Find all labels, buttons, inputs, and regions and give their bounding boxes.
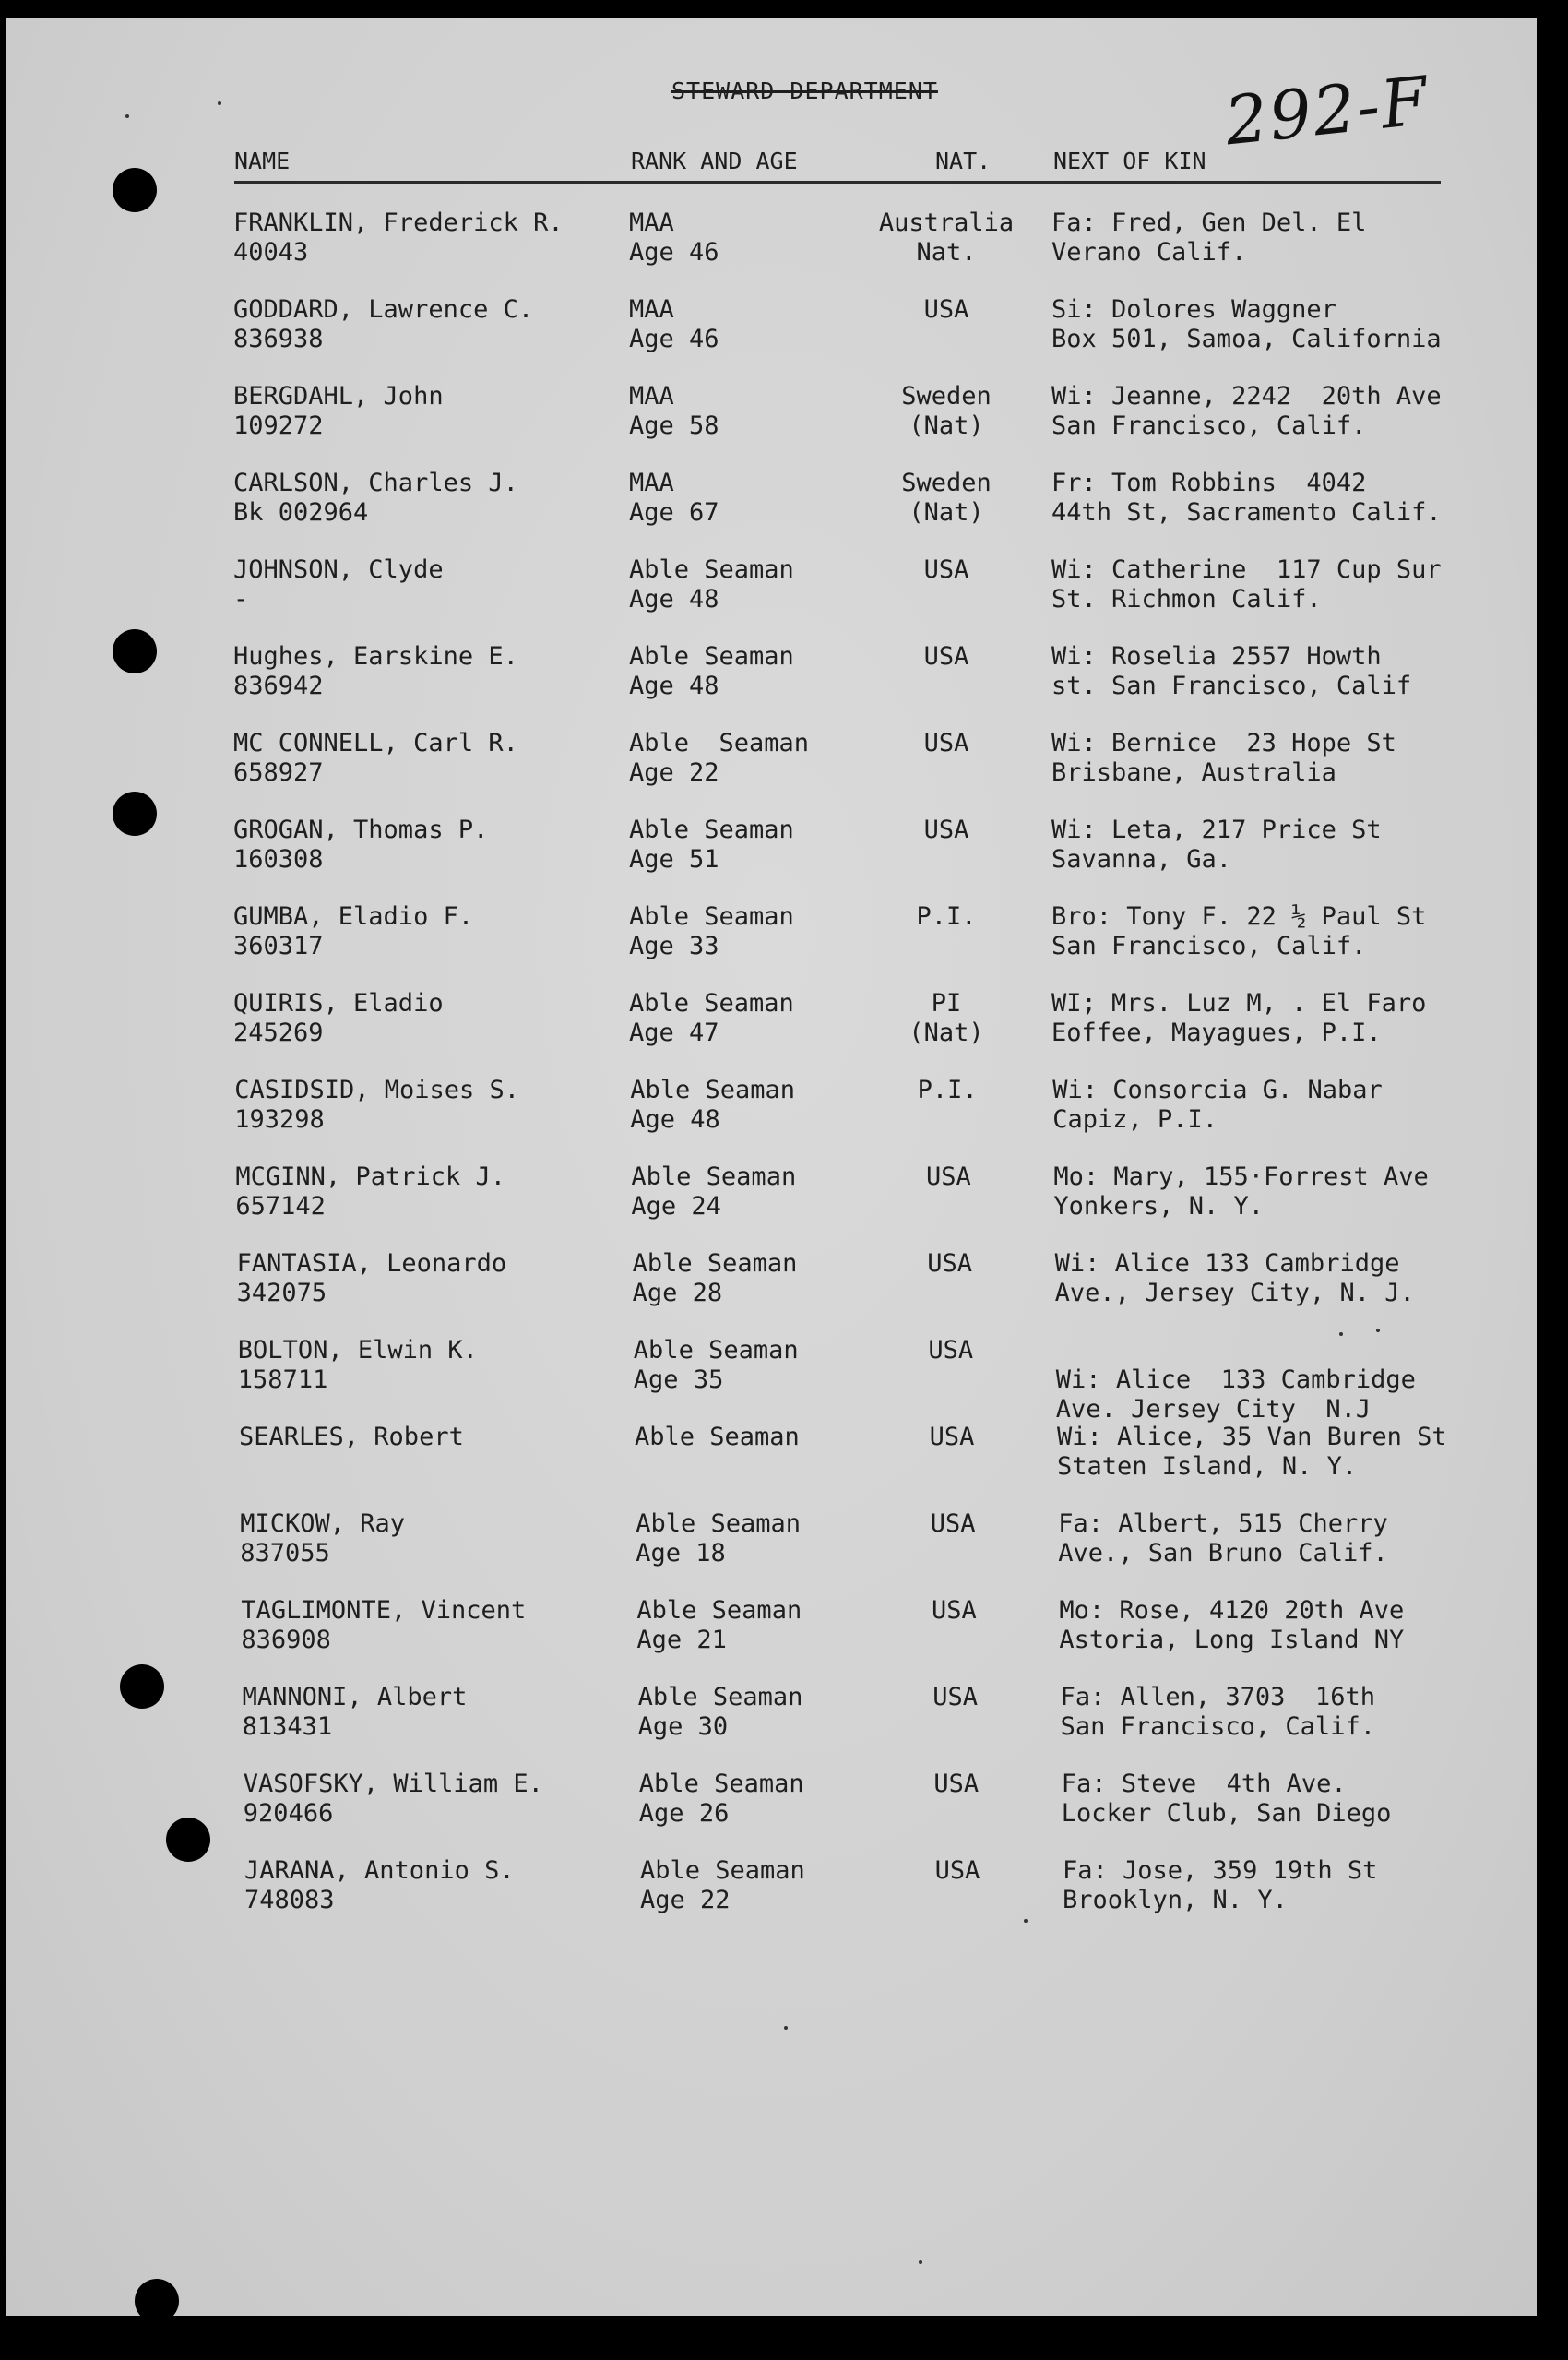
crew-next-of-kin-line: Fa: Albert, 515 Cherry [1058, 1509, 1388, 1538]
punch-hole [135, 2279, 179, 2323]
crew-nationality-line [854, 672, 1039, 701]
crew-rank-age-line: Age 67 [629, 498, 719, 527]
crew-name-line: 658927 [233, 758, 324, 787]
crew-next-of-kin-line: Savanna, Ga. [1051, 845, 1232, 874]
column-header-nat: NAT. [935, 148, 992, 174]
crew-nationality-line: USA [932, 1596, 977, 1625]
crew-next-of-kin-line: st. San Francisco, Calif [1051, 672, 1412, 700]
crew-name-line: 920466 [243, 1799, 334, 1828]
crew-next-of-kin-line: St. Richmon Calif. [1051, 585, 1322, 614]
crew-nationality [860, 1423, 1044, 1482]
crew-next-of-kin [1058, 1509, 1388, 1568]
punch-hole [113, 168, 157, 212]
crew-name-line: MCGINN, Patrick J. [235, 1162, 505, 1191]
crew-row [6, 555, 1537, 640]
crew-rank-age-line: Able Seaman [638, 1770, 804, 1798]
crew-nationality-line: Australia [878, 209, 1015, 237]
crew-name [244, 1770, 543, 1829]
crew-row [6, 469, 1537, 554]
crew-nationality [854, 642, 1039, 701]
crew-nationality-line [859, 1365, 1043, 1395]
crew-nationality-line: USA [926, 1162, 971, 1191]
crew-rank-age-line: Age 18 [636, 1539, 726, 1567]
crew-next-of-kin-line: Fa: Steve 4th Ave. [1061, 1770, 1347, 1798]
crew-rank-age-line: Able Seaman [629, 642, 794, 671]
crew-rank-age-line: Age 48 [629, 585, 719, 614]
crew-name-line: MANNONI, Albert [242, 1683, 468, 1711]
crew-next-of-kin [1062, 1770, 1392, 1829]
crew-name-line: 342075 [236, 1279, 327, 1307]
crew-rank-age [634, 1336, 799, 1395]
speck-mark [784, 2026, 788, 2030]
crew-next-of-kin-line: Verano Calif. [1051, 238, 1247, 267]
crew-nationality-line [855, 1105, 1039, 1135]
crew-name [233, 902, 473, 961]
crew-name-line: 158711 [237, 1365, 328, 1394]
department-title: STEWARD DEPARTMENT [671, 77, 938, 104]
crew-name-line: GROGAN, Thomas P. [233, 816, 489, 844]
column-header-row [234, 148, 1439, 185]
crew-rank-age-line: Able Seaman [633, 1336, 799, 1365]
crew-next-of-kin-line: Fr: Tom Robbins 4042 [1051, 469, 1367, 497]
crew-next-of-kin-line: Fa: Fred, Gen Del. El [1051, 209, 1367, 237]
crew-row [6, 1509, 1537, 1594]
crew-rank-age [639, 1770, 804, 1829]
crew-next-of-kin-line: San Francisco, Calif. [1051, 411, 1367, 440]
crew-rank-age [638, 1683, 803, 1742]
crew-next-of-kin-line: Brooklyn, N. Y. [1063, 1886, 1288, 1914]
crew-row [6, 382, 1537, 467]
crew-rank-age-line: Age 48 [629, 672, 719, 700]
crew-row [6, 729, 1537, 814]
crew-next-of-kin-line: Wi: Leta, 217 Price St [1051, 816, 1382, 844]
crew-next-of-kin [1051, 469, 1442, 528]
speck-mark [218, 101, 221, 105]
crew-rank-age [629, 642, 794, 701]
crew-row [6, 1423, 1537, 1508]
crew-next-of-kin [1053, 1162, 1428, 1222]
crew-row [6, 209, 1537, 293]
crew-next-of-kin-line: WI; Mrs. Luz M, . El Faro [1051, 989, 1427, 1018]
header-rule [234, 181, 1441, 184]
crew-name-line: JARANA, Antonio S. [244, 1856, 515, 1885]
crew-name-line: 245269 [233, 1019, 324, 1047]
crew-next-of-kin-line: Mo: Rose, 4120 20th Ave [1059, 1596, 1405, 1625]
crew-name-line: JOHNSON, Clyde [233, 555, 444, 584]
crew-next-of-kin [1061, 1683, 1375, 1742]
crew-row [6, 1249, 1537, 1334]
crew-next-of-kin-line: Wi: Jeanne, 2242 20th Ave [1051, 382, 1442, 411]
crew-rank-age [629, 989, 794, 1048]
crew-rank-age-line: Age 47 [629, 1019, 719, 1047]
crew-name-line: 837055 [240, 1539, 330, 1567]
crew-nationality-line: USA [933, 1770, 980, 1798]
crew-rank-age-line: Able Seaman [637, 1683, 803, 1711]
page-number: 292-F [1221, 61, 1433, 161]
crew-nationality-line [864, 1799, 1049, 1829]
crew-next-of-kin [1051, 209, 1366, 268]
crew-next-of-kin-line: Eoffee, Mayagues, P.I. [1051, 1019, 1382, 1047]
crew-nationality-line [861, 1539, 1045, 1568]
crew-nationality-line: USA [923, 642, 969, 671]
crew-row [6, 1336, 1537, 1424]
crew-next-of-kin-line: Locker Club, San Diego [1061, 1799, 1392, 1828]
crew-name-line: CARLSON, Charles J. [233, 469, 518, 497]
crew-next-of-kin-line: Ave. Jersey City N.J [1055, 1395, 1372, 1424]
crew-next-of-kin [1059, 1596, 1404, 1655]
crew-nationality-line: USA [923, 295, 969, 324]
crew-next-of-kin-line: Wi: Bernice 23 Hope St [1051, 729, 1396, 757]
crew-rank-age [629, 555, 794, 614]
crew-next-of-kin-line: Ave., San Bruno Calif. [1058, 1539, 1388, 1567]
crew-next-of-kin [1055, 1249, 1415, 1308]
crew-row [6, 642, 1537, 727]
crew-rank-age-line: MAA [629, 469, 674, 497]
crew-nationality-line [858, 1279, 1042, 1308]
crew-name-line: GODDARD, Lawrence C. [233, 295, 534, 324]
crew-rank-age-line: Age 22 [629, 758, 719, 787]
crew-rank-age-line: Able Seaman [629, 555, 794, 584]
crew-name [239, 1423, 464, 1482]
crew-nationality-line: Sweden [901, 469, 992, 497]
crew-rank-age-line: MAA [629, 382, 674, 411]
crew-rank-age-line: Able Seaman [629, 902, 794, 931]
crew-name-line: SEARLES, Robert [239, 1423, 464, 1451]
crew-name-line: MICKOW, Ray [240, 1509, 405, 1538]
column-header-kin: NEXT OF KIN [1053, 148, 1206, 174]
crew-nationality-line: USA [929, 1423, 975, 1451]
crew-next-of-kin-line: Astoria, Long Island NY [1059, 1626, 1405, 1654]
crew-name [233, 209, 564, 268]
crew-name [240, 1509, 405, 1568]
crew-rank-age-line: Age 33 [629, 932, 719, 960]
crew-rank-age-line: Age 22 [640, 1886, 731, 1914]
crew-nationality [854, 902, 1039, 961]
crew-nationality-line: PI [931, 989, 962, 1018]
crew-name-line: Hughes, Earskine E. [233, 642, 518, 671]
crew-row [6, 816, 1537, 900]
crew-name-line: - [233, 585, 249, 614]
crew-rank-age-line: Age 35 [633, 1365, 724, 1394]
crew-rank-age-line: Able Seaman [629, 816, 794, 844]
crew-nationality-line: Sweden [901, 382, 992, 411]
crew-next-of-kin-line: Wi: Roselia 2557 Howth [1051, 642, 1382, 671]
crew-name-line: 836938 [233, 325, 324, 353]
crew-nationality [854, 555, 1039, 614]
crew-nationality-line: (Nat) [909, 498, 984, 527]
crew-rank-age [629, 816, 794, 875]
crew-name [244, 1856, 515, 1915]
crew-name-line: VASOFSKY, William E. [243, 1770, 543, 1798]
crew-name [233, 295, 533, 354]
crew-nationality-line [854, 758, 1039, 788]
crew-next-of-kin [1051, 382, 1442, 441]
crew-nationality-line: USA [930, 1509, 976, 1538]
crew-next-of-kin-line: San Francisco, Calif. [1060, 1712, 1375, 1741]
crew-rank-age-line: Able Seaman [629, 729, 810, 757]
crew-rank-age [629, 382, 719, 441]
crew-next-of-kin-line: Wi: Catherine 117 Cup Sur [1051, 555, 1442, 584]
crew-name [235, 1162, 505, 1222]
crew-nationality [854, 209, 1039, 268]
crew-rank-age-line: Age 21 [636, 1626, 727, 1654]
crew-name-line: FANTASIA, Leonardo [236, 1249, 507, 1278]
crew-next-of-kin-line [1056, 1336, 1416, 1365]
crew-rank-age-line: Age 48 [630, 1105, 720, 1134]
crew-next-of-kin-line: Wi: Alice, 35 Van Buren St [1057, 1423, 1447, 1451]
crew-rank-age-line: Age 46 [629, 325, 719, 353]
crew-rank-age [640, 1856, 805, 1915]
crew-row [6, 1683, 1537, 1768]
crew-row [6, 989, 1537, 1074]
crew-next-of-kin [1051, 989, 1426, 1048]
crew-nationality [854, 382, 1039, 441]
crew-nationality [859, 1336, 1043, 1395]
crew-next-of-kin-line: Wi: Alice 133 Cambridge [1054, 1249, 1400, 1278]
document-page [6, 18, 1537, 2316]
crew-nationality [865, 1856, 1050, 1915]
crew-rank-age [633, 1249, 798, 1308]
crew-nationality-line: USA [932, 1683, 978, 1711]
crew-name [233, 729, 518, 788]
crew-next-of-kin-line: Fa: Jose, 359 19th St [1063, 1856, 1378, 1885]
crew-nationality-line [856, 1192, 1040, 1222]
crew-rank-age-line: Age 46 [629, 238, 719, 267]
crew-name [233, 816, 488, 875]
crew-rank-age-line: Able Seaman [631, 1162, 797, 1191]
crew-nationality-line: USA [927, 1249, 972, 1278]
crew-next-of-kin [1052, 1076, 1383, 1135]
crew-name [234, 1076, 519, 1135]
crew-nationality [854, 295, 1039, 354]
crew-row [6, 1162, 1537, 1247]
crew-next-of-kin [1051, 729, 1396, 788]
crew-nationality-line: USA [934, 1856, 980, 1885]
crew-rank-age-line: Age 26 [638, 1799, 730, 1828]
crew-nationality-line: USA [923, 555, 969, 584]
crew-rank-age-line [635, 1452, 800, 1482]
crew-rank-age-line: Able Seaman [636, 1596, 802, 1625]
crew-nationality-line [854, 932, 1039, 961]
crew-next-of-kin-line: Ave., Jersey City, N. J. [1054, 1279, 1415, 1307]
crew-name-line: 160308 [233, 845, 324, 874]
crew-name-line: 813431 [242, 1712, 333, 1741]
crew-row [6, 295, 1537, 380]
crew-name-line: QUIRIS, Eladio [233, 989, 444, 1018]
crew-next-of-kin [1051, 816, 1382, 875]
crew-name [233, 555, 444, 614]
crew-nationality-line: USA [923, 729, 969, 757]
crew-rank-age-line: MAA [629, 209, 674, 237]
crew-name-line: FRANKLIN, Frederick R. [233, 209, 564, 237]
crew-name-line: 748083 [244, 1886, 335, 1914]
crew-next-of-kin-line: Staten Island, N. Y. [1057, 1452, 1358, 1481]
crew-rank-age [629, 295, 719, 354]
crew-nationality-line: (Nat) [909, 1019, 984, 1047]
crew-next-of-kin-line: Yonkers, N. Y. [1053, 1192, 1264, 1221]
crew-nationality [858, 1249, 1042, 1308]
crew-next-of-kin [1056, 1336, 1416, 1424]
crew-rank-age [629, 209, 719, 268]
speck-mark [919, 2260, 922, 2264]
crew-next-of-kin-line: Capiz, P.I. [1052, 1105, 1218, 1134]
crew-name [233, 642, 518, 701]
crew-name-line: Bk 002964 [233, 498, 369, 527]
crew-rank-age-line: Able Seaman [630, 1076, 795, 1104]
crew-nationality-line [854, 845, 1039, 875]
crew-row [6, 1076, 1537, 1161]
crew-name [233, 469, 518, 528]
crew-nationality [854, 816, 1039, 875]
crew-rank-age-line: Age 28 [632, 1279, 723, 1307]
crew-name-line: GUMBA, Eladio F. [233, 902, 474, 931]
crew-nationality-line: (Nat) [909, 411, 984, 440]
crew-nationality [854, 469, 1039, 528]
crew-rank-age [629, 469, 719, 528]
crew-nationality-line [865, 1886, 1050, 1915]
crew-nationality-line [854, 325, 1039, 354]
crew-nationality [856, 1162, 1040, 1222]
crew-rank-age-line: Age 51 [629, 845, 719, 874]
crew-rank-age-line: Able Seaman [632, 1249, 798, 1278]
crew-next-of-kin-line: Bro: Tony F. 22 ½ Paul St [1051, 902, 1427, 931]
crew-name-line: 193298 [234, 1105, 325, 1134]
crew-row [6, 1770, 1537, 1854]
crew-nationality-line: USA [923, 816, 969, 844]
crew-nationality-line: USA [928, 1336, 974, 1365]
crew-name-line: 109272 [233, 411, 324, 440]
crew-rank-age-line: Age 58 [629, 411, 719, 440]
crew-next-of-kin [1051, 295, 1442, 354]
crew-rank-age-line: Age 24 [631, 1192, 721, 1221]
crew-next-of-kin-line: Fa: Allen, 3703 16th [1060, 1683, 1375, 1711]
crew-nationality-line [854, 585, 1039, 614]
crew-rank-age [629, 902, 794, 961]
crew-nationality-line: P.I. [917, 1076, 978, 1104]
crew-name [233, 989, 444, 1048]
column-header-rank-age: RANK AND AGE [631, 148, 798, 174]
crew-rank-age-line: Able Seaman [636, 1509, 801, 1538]
crew-nationality [861, 1509, 1045, 1568]
crew-name-line: 836908 [241, 1626, 331, 1654]
crew-name-line: 657142 [235, 1192, 326, 1221]
crew-rank-age [629, 729, 809, 788]
crew-rank-age [636, 1596, 802, 1655]
crew-rank-age-line: Able Seaman [635, 1423, 800, 1451]
crew-next-of-kin-line: Brisbane, Australia [1051, 758, 1336, 787]
crew-nationality [863, 1683, 1048, 1742]
crew-next-of-kin [1057, 1423, 1447, 1482]
crew-name [233, 382, 444, 441]
crew-next-of-kin-line: Wi: Alice 133 Cambridge [1055, 1365, 1416, 1394]
crew-nationality-line [860, 1452, 1044, 1482]
crew-nationality-line [861, 1626, 1046, 1655]
crew-nationality [854, 729, 1039, 788]
crew-name-line [239, 1452, 464, 1482]
crew-nationality [864, 1770, 1049, 1829]
crew-name-line: 836942 [233, 672, 324, 700]
crew-rank-age-line: Age 30 [637, 1712, 729, 1741]
crew-next-of-kin [1051, 642, 1411, 701]
crew-nationality [854, 989, 1039, 1048]
crew-name-line: 360317 [233, 932, 324, 960]
crew-row [6, 1856, 1537, 1941]
crew-nationality-line: Nat. [916, 238, 977, 267]
speck-mark [125, 114, 129, 118]
crew-next-of-kin-line: San Francisco, Calif. [1051, 932, 1367, 960]
crew-name-line: 40043 [233, 238, 309, 267]
crew-next-of-kin-line: Box 501, Samoa, California [1051, 325, 1442, 353]
crew-name-line: BOLTON, Elwin K. [237, 1336, 478, 1365]
crew-name-line: MC CONNELL, Carl R. [233, 729, 518, 757]
crew-rank-age-line: Able Seaman [640, 1856, 805, 1885]
crew-name [243, 1683, 468, 1742]
crew-next-of-kin-line: 44th St, Sacramento Calif. [1051, 498, 1442, 527]
crew-next-of-kin-line: Wi: Consorcia G. Nabar [1052, 1076, 1383, 1104]
crew-name-line: CASIDSID, Moises S. [234, 1076, 520, 1104]
crew-row [6, 902, 1537, 987]
crew-name-line: BERGDAHL, John [233, 382, 444, 411]
crew-nationality [861, 1596, 1046, 1655]
crew-rank-age [630, 1076, 795, 1135]
crew-rank-age-line: Able Seaman [629, 989, 794, 1018]
crew-next-of-kin-line: Mo: Mary, 155·Forrest Ave [1053, 1162, 1429, 1191]
crew-next-of-kin [1051, 555, 1442, 614]
crew-name [237, 1249, 507, 1308]
crew-nationality [855, 1076, 1039, 1135]
crew-rank-age [635, 1423, 800, 1482]
crew-rank-age [636, 1509, 801, 1568]
crew-next-of-kin [1063, 1856, 1377, 1915]
column-header-name: NAME [234, 148, 291, 174]
crew-rank-age-line: MAA [629, 295, 674, 324]
crew-row [6, 1596, 1537, 1681]
crew-nationality-line [863, 1712, 1048, 1742]
crew-nationality-line: P.I. [916, 902, 977, 931]
crew-name [241, 1596, 526, 1655]
crew-next-of-kin-line: Si: Dolores Waggner [1051, 295, 1336, 324]
crew-rank-age [631, 1162, 796, 1222]
crew-next-of-kin [1051, 902, 1426, 961]
crew-name-line: TAGLIMONTE, Vincent [241, 1596, 527, 1625]
crew-name [238, 1336, 478, 1395]
